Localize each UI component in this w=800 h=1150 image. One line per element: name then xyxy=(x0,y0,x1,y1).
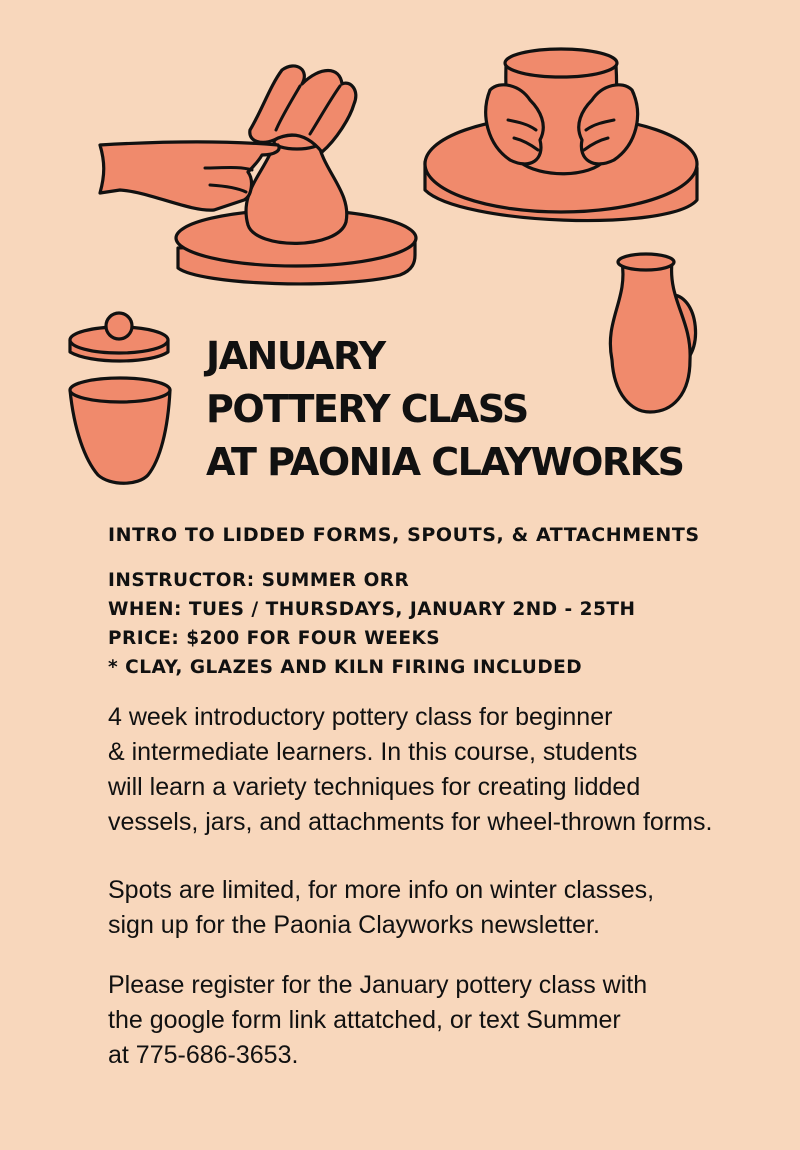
detail-price: PRICE: $200 FOR FOUR WEEKS xyxy=(108,628,441,649)
wheel-with-cup-illustration xyxy=(425,49,697,221)
title-line: AT PAONIA CLAYWORKS xyxy=(206,440,684,484)
registration-paragraph xyxy=(108,968,788,1073)
paragraph-line: the google form link attatched, or text Summer xyxy=(108,1006,621,1034)
paragraph-line: Spots are limited, for more info on winter classes, xyxy=(108,876,655,904)
cup-illustration xyxy=(70,378,170,483)
paragraph-line: at 775-686-3653. xyxy=(108,1041,299,1069)
title-line: POTTERY CLASS xyxy=(206,387,528,431)
paragraph-line: Please register for the January pottery class with xyxy=(108,971,648,999)
wheel-with-vase-illustration xyxy=(100,66,416,284)
paragraph-line: will learn a variety techniques for creating lidded xyxy=(108,773,641,801)
detail-instructor: INSTRUCTOR: SUMMER ORR xyxy=(108,570,410,591)
poster-subtitle: INTRO TO LIDDED FORMS, SPOUTS, & ATTACHMENTS xyxy=(108,524,700,546)
poster-title xyxy=(206,330,683,489)
description-paragraph xyxy=(108,700,788,840)
title-line: JANUARY xyxy=(206,334,385,378)
paragraph-line: vessels, jars, and attachments for wheel-thrown forms. xyxy=(108,808,713,836)
detail-when: WHEN: TUES / THURSDAYS, JANUARY 2ND - 25TH xyxy=(108,599,636,620)
class-details xyxy=(108,566,636,682)
paragraph-line: sign up for the Paonia Clayworks newsletter. xyxy=(108,911,600,939)
newsletter-paragraph xyxy=(108,873,788,943)
paragraph-line: 4 week introductory pottery class for beginner xyxy=(108,703,613,731)
paragraph-line: & intermediate learners. In this course, students xyxy=(108,738,638,766)
detail-included: * CLAY, GLAZES AND KILN FIRING INCLUDED xyxy=(108,657,583,678)
lid-illustration xyxy=(70,313,168,361)
